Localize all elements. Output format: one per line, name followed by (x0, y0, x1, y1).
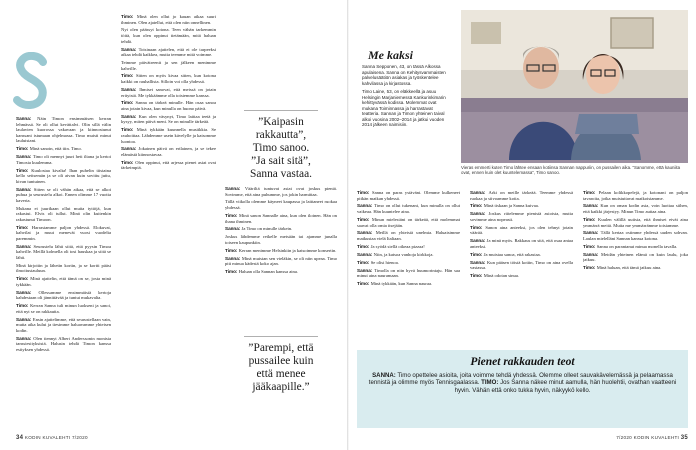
pull-quote-rule (244, 110, 317, 111)
paragraph-text: Kun olen väsynyt, Timo laittaa teetä ja kysyy, miten päivä meni. Se on minulle tärkeää. (121, 113, 216, 125)
speaker-name: Sanna: (121, 86, 140, 92)
interview-paragraph (16, 187, 111, 204)
interview-paragraph (121, 146, 216, 157)
interview-paragraph (16, 225, 111, 242)
paragraph-text: Kuulen välillä uutisia, että ihmiset eivät aina ymmärrä meitä. Mutta me ymmärrämme toisiamme. (583, 216, 688, 228)
interview-paragraph (470, 225, 573, 236)
body-column-1 (16, 116, 111, 428)
right-folio (616, 435, 688, 441)
page-number: 35 (680, 435, 688, 441)
pull-quote-bottom (222, 336, 340, 394)
interview-paragraph (121, 87, 216, 98)
speaker-name: Sanna: (225, 226, 242, 232)
interview-paragraph (583, 265, 688, 271)
speaker-name: Timo: (470, 203, 484, 209)
interview-paragraph (357, 217, 460, 228)
body-column-6 (583, 190, 688, 344)
interview-paragraph (225, 226, 337, 232)
interview-paragraph (16, 303, 111, 314)
speaker-name: Sanna: (16, 154, 33, 160)
paragraph-text: Kerran Sanna tuli minun luokseni ja sanoi, että nyt se on rakkautta. (16, 303, 111, 314)
paragraph-text: Minä kirjoitin ja lähetin kortin, ja se kortti pääsi ilmoitustauluun. (16, 262, 111, 274)
interview-paragraph (470, 273, 573, 279)
speaker-name: Timo: (16, 303, 31, 309)
interview-paragraph (583, 244, 688, 250)
box-text (366, 372, 679, 394)
folio-text: KODIN KUVALEHTI 7/2020 (24, 435, 88, 440)
interview-paragraph (225, 234, 337, 245)
speaker-name: Sanna: (583, 203, 601, 209)
pull-quote-line: ”Parempi, että (248, 342, 314, 354)
page-spine (347, 0, 349, 450)
interview-paragraph (121, 60, 216, 71)
speaker-name: Sanna: (470, 190, 489, 195)
body-column-3 (225, 186, 337, 324)
interview-paragraph (16, 206, 111, 223)
paragraph-text: Jos Sanna näkee minut aamulla, hän huolehtii, ovathan vaatteeni hyvin. Vähän että onko tukka hyvin, näkyykö kello. (454, 379, 677, 394)
speaker-name: Sanna: (357, 230, 376, 236)
speaker-name: Timo: (225, 269, 239, 275)
interview-paragraph (121, 73, 216, 84)
interview-paragraph (225, 213, 337, 224)
paragraph-text: Toisinaan ajattelen, että ei ole tarpeeksi aikaa tehdä kaikkea, mutta teemme mitä voimme. (121, 46, 216, 58)
interview-paragraph (16, 276, 111, 287)
speaker-name: Timo: (470, 224, 486, 230)
interview-paragraph (583, 252, 688, 263)
paragraph-text: Tällä kertaa ostimme yhdessä uuden sohvan. Laulan mielelläni Sannan kanssa kotona. (583, 230, 688, 241)
pull-quote-line: pussailee kuin (248, 355, 314, 367)
interview-paragraph (357, 230, 460, 241)
speaker-name: Timo: (121, 14, 137, 19)
speaker-name: Timo: (121, 127, 137, 133)
folio-text: 7/2020 KODIN KUVALEHTI (616, 435, 680, 440)
me-kaksi-sidebar (362, 64, 450, 131)
paragraph-text: Ja minä myös. Rakkaus on sitä, että osaa antaa anteeksi. (470, 238, 573, 249)
paragraph-text: Haluan olla Sannan kanssa aina. (238, 269, 299, 275)
speaker-name: Timo: (225, 247, 239, 253)
speaker-name: Sanna: (470, 238, 487, 244)
paragraph-text: Minä tiskaan ja Sanna kuivaa. (483, 203, 539, 209)
pull-quote-line: jääkaapille.” (252, 381, 310, 393)
interview-paragraph (583, 203, 688, 214)
left-folio (16, 435, 88, 441)
paragraph-text: Ihmiset sanovat, että meissä on jotain erityistä. Me tykkäämme olla toistemme kanssa. (121, 86, 216, 98)
paragraph-text: Timolla on niin hyvä huumorintaju. Hän saa minut aina nauramaan. (357, 267, 460, 279)
paragraph-text: Minun mielestäni on tärkeää, että molemmat saavat olla omia itsejään. (357, 216, 460, 228)
paragraph-text: Vääriltä tuntuvat asiat ovat joskus pieniä. Sovimme, että aina puhumme, jos jokin harmittaa. (225, 186, 337, 197)
paragraph-text: Mukana ei juurikaan ollut muita tyttöjä, kun rakastui. Elvis oli tullut. Minä olin kuitenkin rakastunut Timoon. (16, 205, 111, 222)
sidebar-paragraph: Timo Laine, 53, on eläkkeellä ja asuu Helsingin Marjaniemessä Kankurinkimarin kehittyvässä kodissa. Molemmat ovat mukana Toiminnassa ja harrastavat teatteria. Sannan ja Timon yhteinen taival alkoi vuosina 2002–2014 ja jatkui vuoden 2014 jälkeen naimisiin. (362, 89, 446, 127)
paragraph-text: Kun pääsen töistä kotiin, Timo on aina ovella vastassa. (470, 259, 573, 271)
interview-paragraph (121, 14, 216, 25)
speaker-name: Sanna: (470, 259, 487, 265)
speaker-name: Sanna: (583, 230, 601, 236)
paragraph-text: Näin Timon ensimmäisen kerran lehmässä. Se oli ollut kevättalvi. Olin sillä välin laulavien kuorossa vakavaan ja kiinnostunut kanssani istumaan ohjelmassa. Timo muisti minut lauluistani. (16, 116, 111, 144)
interview-paragraph (357, 281, 460, 287)
paragraph-text: Sanna on tärkeä minulle. Hän osaa sanoa aina jotain kivaa, kun minulla on huono päivä. (121, 100, 216, 111)
speaker-name: Timo: (16, 167, 32, 173)
paragraph-text: Sitten on myös kivaa sitten, kun kotona kaikki on rauhallista. Silloin voi olla yhdessä. (121, 73, 216, 85)
pull-quote-line: Sanna vastaa. (250, 168, 312, 180)
pull-quote-line: rakkautta”, (255, 129, 307, 141)
speaker-name: SANNA: (372, 372, 396, 379)
speaker-name: Sanna: (357, 203, 375, 209)
sidebar-paragraph: Sanna Sepponen, 43, on tässä Alkossa apulaisena. Sanna on Kehitysvammaisten palvelusäätiön asiakas ja työskentelee kahvilassa ja kirjastossa. (362, 64, 446, 86)
interview-paragraph (470, 203, 573, 209)
paragraph-text: Minä ajattelin, että tämä on se, josta minä tykkään. (16, 276, 111, 287)
paragraph-text: Niin, ja katsoa vanhoja kirkkoja. (373, 251, 434, 257)
paragraph-text: Minä haluan, että tämä jatkuu aina. (596, 265, 662, 271)
speaker-name: Sanna: (121, 113, 139, 119)
speaker-name: Sanna: (121, 46, 139, 52)
speaker-name: Sanna: (121, 146, 139, 152)
speaker-name: Timo: (583, 243, 597, 249)
speaker-name: Sanna: (225, 255, 242, 261)
interview-paragraph (470, 252, 573, 258)
paragraph-text: Ja muistaa sanoa, että rakastaa. (483, 251, 541, 257)
photo-caption: Vieras emmerti kuten Timo lähtee ensaan kotiinsa Sannan nappuriin, on pussailen aika. ”Sanomme, että kauniita ovat, ennen kuin olet kuuntelemassa”, Timo sanoo. (461, 165, 681, 176)
speaker-name: Timo: (357, 259, 371, 265)
paragraph-text: Pelaan kolikkopelejä, ja kotonani on paljon tavaroita, jotka muistuttavat matkoistamme. (583, 190, 688, 201)
paragraph-text: Timo oli mennyt juuri heti iltana ja kertoi Timosta kuulemma. (16, 154, 111, 165)
speaker-name: Timo: (121, 159, 136, 165)
speaker-name: Timo: (357, 216, 372, 222)
paragraph-text: Se olisi hienoa. (370, 259, 399, 265)
paragraph-text: Kerran menimme Helsinkiin ja katsoimme konsertin. (238, 247, 337, 253)
paragraph-text: Olen tiennyt Albert Anderssonin monista tanssiesityksistä. Halusin tehdä Timon kanssa esityksen yhdessä. (16, 335, 111, 352)
interview-paragraph (357, 260, 460, 266)
interview-paragraph (16, 317, 111, 334)
speaker-name: Sanna: (225, 186, 245, 191)
paragraph-text: Tällä viikolla olemme käyneet kaupassa ja laittaneet ruokaa yhdessä. (225, 199, 337, 211)
speaker-name: Timo: (470, 251, 484, 257)
speaker-name: Sanna: (16, 116, 38, 121)
paragraph-text: Seurustelu lähti siitä, että pyysin Timoa kahville. Meillä kolmella oli tosi hauskaa ja siitä se lähti. (16, 243, 111, 260)
pull-quote-line: ”Ja sait sitä”, (251, 155, 311, 167)
interview-paragraph (121, 114, 216, 125)
small-acts-of-love-box (357, 350, 688, 428)
paragraph-text: Joskus lähdemme retkelle metsään tai ajamme junalla toiseen kaupunkiin. (225, 234, 337, 245)
decorative-drop-cap-s (12, 52, 50, 110)
paragraph-text: Harrastamme paljon yhdessä. Elokuvat, kahvilat ja muut menevät vuosi vuodelta paremmin. (16, 224, 111, 241)
body-column-4 (357, 190, 460, 344)
speaker-name: Timo: (16, 276, 31, 282)
interview-paragraph (357, 252, 460, 258)
speaker-name: Timo: (357, 281, 371, 287)
interview-paragraph (470, 238, 573, 249)
paragraph-text: Minä sanon Sannalle aina, kun olen iloinen. Hän on ihana ihminen. (225, 212, 337, 224)
paragraph-text: Minä olen ollut jo kauan aikaa suuri ihminen. Olen ajatellut, että olen niin onnellinen. (121, 14, 216, 25)
interview-paragraph (16, 263, 111, 274)
speaker-name: Timo: (121, 100, 136, 106)
speaker-name: Sanna: (470, 211, 489, 217)
paragraph-text: Arki on meille tärkeää. Teemme yhdessä ruokaa ja siivoamme kotia. (470, 190, 573, 201)
interview-paragraph (225, 186, 337, 197)
speaker-name: Timo: (225, 212, 240, 218)
paragraph-text: Jokainen päivä on erilainen, ja se tekee elämästä kiinnostavaa. (121, 146, 216, 157)
body-column-5 (470, 190, 573, 344)
paragraph-text: Meidän yhteinen elämä on kuin laulu, joka jatkuu. (583, 251, 688, 263)
interview-paragraph (225, 199, 337, 210)
speaker-name: Timo: (357, 243, 371, 249)
interview-paragraph (470, 190, 573, 201)
speaker-name: Sanna: (16, 316, 33, 322)
paragraph-text: Ja syödä siellä oikeaa pizzaa! (370, 243, 425, 249)
interview-paragraph (583, 230, 688, 241)
interview-paragraph (225, 256, 337, 267)
interview-paragraph (470, 260, 573, 271)
interview-paragraph (357, 244, 460, 250)
paragraph-text: Timo on ollut tukenani, kun minulla on ollut vaikeaa. Hän kuuntelee aina. (357, 203, 460, 215)
interview-paragraph (225, 269, 337, 275)
pull-quote-line: ”Kaipasin (258, 116, 304, 128)
interview-paragraph (357, 190, 460, 201)
paragraph-text: Ja Timo on minulle tärkein. (241, 226, 293, 232)
paragraph-text: Ollessamme ensimmäisiä kertoja kahdestaan oli jännittävää ja tuntui mukavalta. (16, 289, 111, 301)
body-column-2 (121, 14, 216, 428)
pull-quote-rule (244, 336, 317, 337)
paragraph-text: Nyt olen päässyt kotona. Teen vähän tarkemmin töitä, kun olen oppinut tietämään, mitä haluan tehdä. (121, 27, 216, 44)
interview-paragraph (583, 217, 688, 228)
interview-paragraph (121, 100, 216, 111)
speaker-name: Timo: (16, 224, 32, 230)
speaker-name: Timo: (16, 146, 30, 152)
paragraph-text: Sanna on paras ystäväni. Olemme kulkeneet pitkän matkan yhdessä. (357, 190, 460, 201)
interview-paragraph (121, 127, 216, 144)
interview-paragraph (16, 244, 111, 261)
couple-photo (461, 10, 688, 163)
box-title: Pienet rakkauden teot (470, 356, 575, 368)
paragraph-text: Minä sanoin, että tiin. Timo. (29, 146, 82, 152)
speaker-name: Timo: (583, 265, 597, 271)
interview-paragraph (16, 336, 111, 353)
interview-paragraph (16, 290, 111, 301)
paragraph-text: Minä muistan sen vieläkin, se oli niin upeaa. Timo piti minua kädestä koko ajan. (225, 255, 337, 267)
interview-paragraph (16, 146, 111, 152)
speaker-name: Timo: (583, 190, 599, 195)
interview-paragraph (357, 203, 460, 214)
interview-paragraph (583, 190, 688, 201)
paragraph-text: Meillä on yhteisiä unelmia. Haluaisimme matkustaa vielä Italiaan. (357, 230, 460, 241)
pull-quote-line: Timo sanoo. (252, 142, 310, 154)
paragraph-text: Timo opettelee asioita, joita voimme tehdä yhdessä. Olemme olleet sauvakävelemässä ja pelaamassa tennistä ja olimme myös Tennisgaalassa. (368, 372, 673, 387)
paragraph-text: Minä tykkään, kun Sanna nauraa. (370, 281, 433, 287)
paragraph-text: Ensin ajattelimme, että seurustellaan vain, mutta aika kului ja tiesimme haluavamme yhteisen kodin. (16, 316, 111, 333)
paragraph-text: Minä odotan sinua. (483, 273, 520, 279)
interview-paragraph (121, 160, 216, 171)
speaker-name: Sanna: (357, 267, 375, 273)
interview-paragraph (470, 211, 573, 222)
paragraph-text: Sanon aina anteeksi, jos olen tehnyt jotain väärää. (470, 224, 573, 236)
interview-paragraph (121, 47, 216, 58)
interview-paragraph (16, 168, 111, 185)
interview-paragraph (357, 268, 460, 279)
speaker-name: Timo: (357, 190, 373, 195)
interview-paragraph (121, 27, 216, 44)
speaker-name: Timo: (470, 273, 484, 279)
paragraph-text: Olen oppinut, että arjessa pienet asiat ovat tärkeimpiä. (121, 159, 216, 171)
speaker-name: Timo: (583, 216, 599, 222)
interview-paragraph (16, 154, 111, 165)
speaker-name: Sanna: (16, 335, 34, 341)
speaker-name: Sanna: (16, 243, 34, 249)
paragraph-text: Kuulostaa kivalta! Ihan puhelin tiistaina kello seitsemän ja se oli aivan kuin sovittu juttu, kivan tuntuinen. (16, 167, 111, 184)
speaker-name: TIMO: (481, 379, 499, 387)
speaker-name: Sanna: (583, 251, 601, 257)
sidebar-title: Me kaksi (368, 48, 413, 62)
speaker-name: Sanna: (357, 251, 374, 257)
page-number: 34 (16, 435, 24, 441)
paragraph-text: Sitten se oli vähän aikaa, että se alkoi puhua ja seurustelu alkoi. Ennen olimme 17 vuotta kaveria. (16, 186, 111, 203)
interview-paragraph (225, 248, 337, 254)
speaker-name: Sanna: (16, 186, 34, 192)
speaker-name: Sanna: (16, 289, 39, 295)
pull-quote-line: että menee (256, 368, 306, 380)
speaker-name: Timo: (121, 73, 136, 79)
paragraph-text: Sanna on parantanut minua monella tavalla. (596, 243, 678, 249)
paragraph-text: Teimme päivätreenit ja sen jälkeen menimme kahville. (121, 60, 216, 71)
paragraph-text: Joskus riitelemme pienistä asioista, mutta sovimme aina nopeasti. (470, 211, 573, 222)
paragraph-text: Kun on oman kodin asia, voin luottaa siihen, että kaikki järjestyy. Minun Timo auttaa aina. (583, 203, 688, 215)
pull-quote-top (222, 110, 340, 181)
paragraph-text: Minä tykkään kuunnella musiikkia. Se rauhoittaa. Lähdemme usein kävelylle ja katsomme luontoa. (121, 127, 216, 144)
interview-paragraph (16, 116, 111, 144)
